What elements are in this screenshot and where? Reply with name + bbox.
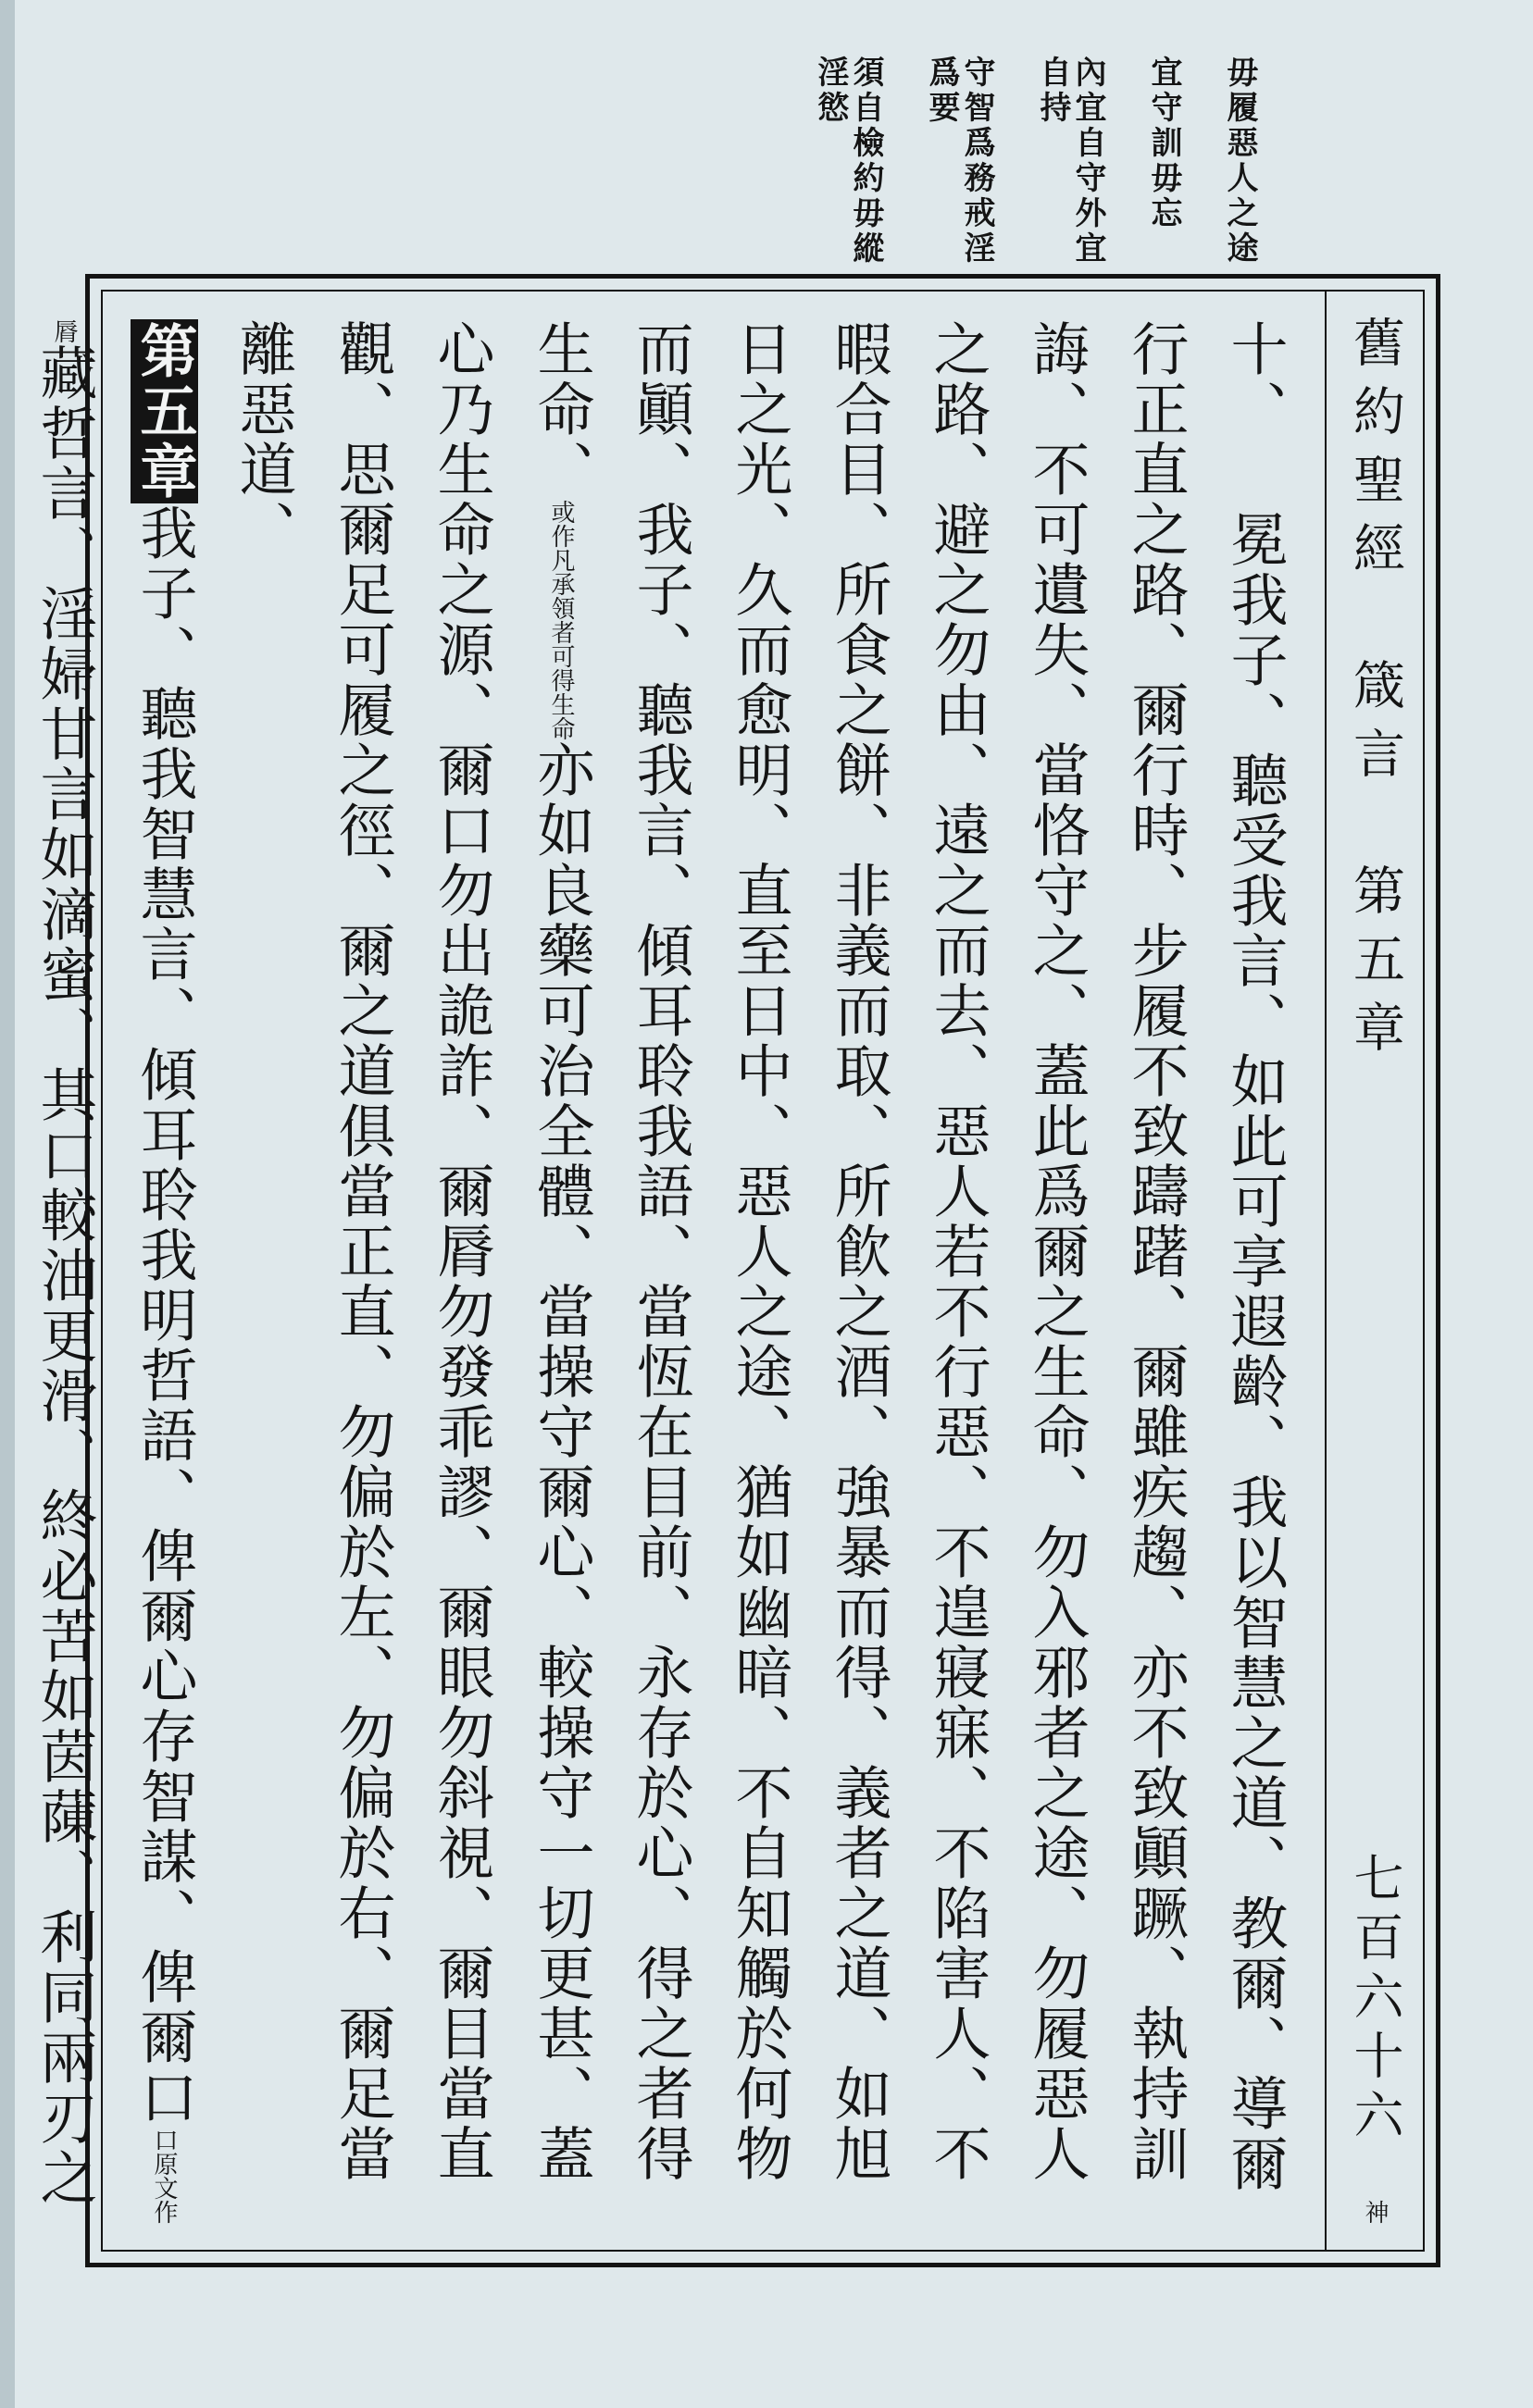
text-segment: 亦如良藥可治全體、當操守爾心、較操守一切更甚、蓋心乃生命之源、爾口勿出詭詐、爾脣勿發乖謬、爾眼勿斜視、爾目當直觀、思爾足可履之徑、爾之道俱當正直、勿偏於左、勿偏於右、爾足當離惡道、 [230, 319, 595, 2184]
marginal-notes [111, 56, 1278, 268]
running-head [1325, 292, 1423, 2250]
page-number: 七百六十六 [1346, 1852, 1404, 2148]
text-segment: 我子、聽我智慧言、傾耳聆我明哲語、俾爾心存智謀、俾爾口 [131, 503, 198, 2128]
page-frame-inner [31, 290, 1425, 2252]
marginal-note: 毋履惡人之途 [1221, 56, 1258, 267]
chapter-4-ending [214, 319, 1304, 2228]
page-frame [31, 274, 1440, 2267]
inline-note: 或作凡承領者可得生命 [547, 500, 575, 740]
marginal-note: 內宜自守外宜自持 [1034, 56, 1106, 267]
chapter-5 [0, 319, 214, 2228]
marginal-note: 須自檢約毋縱淫慾 [812, 56, 884, 267]
chapter-heading: 第五章 [131, 321, 198, 502]
marginal-note: 宜守訓毋忘 [1145, 56, 1182, 231]
body-text [31, 319, 1304, 2228]
publisher-mark: 神 [1361, 2200, 1389, 2224]
text-segment: 藏哲言、淫婦甘言如滴蜜、其口較油更滑、終必苦如茵蔯、利同兩刃之 [31, 343, 98, 2208]
text-segment: 十、 冕我子、聽受我言、如此可享遐齡、我以智慧之道、教爾、導爾行正直之路、爾行時、步履不致躊躇、爾雖疾趨、亦不致顚蹶、執持訓誨、不可遺失、當恪守之、蓋此爲爾之生命、勿入邪者之途、勿履惡人之路、避之勿由、遠之而去、惡人若不行惡、不遑寢寐、不陷害人、不暇合目、所食之餅、非義而取、所飮之酒、強暴而得、義者之道、如旭日之光、久而愈明、直至日中、惡人之途、猶如幽暗、不自知觸於何物而顚、我子、聽我言、傾耳聆我語、當恆在目前、永存於心、得之者得生命、 [528, 319, 1289, 2194]
running-head-title: 舊約聖經 箴言 第五章 [1345, 316, 1405, 1069]
marginal-note: 守智爲務戒淫爲要 [923, 56, 995, 267]
inline-note: 口原文作脣 [50, 319, 178, 2224]
